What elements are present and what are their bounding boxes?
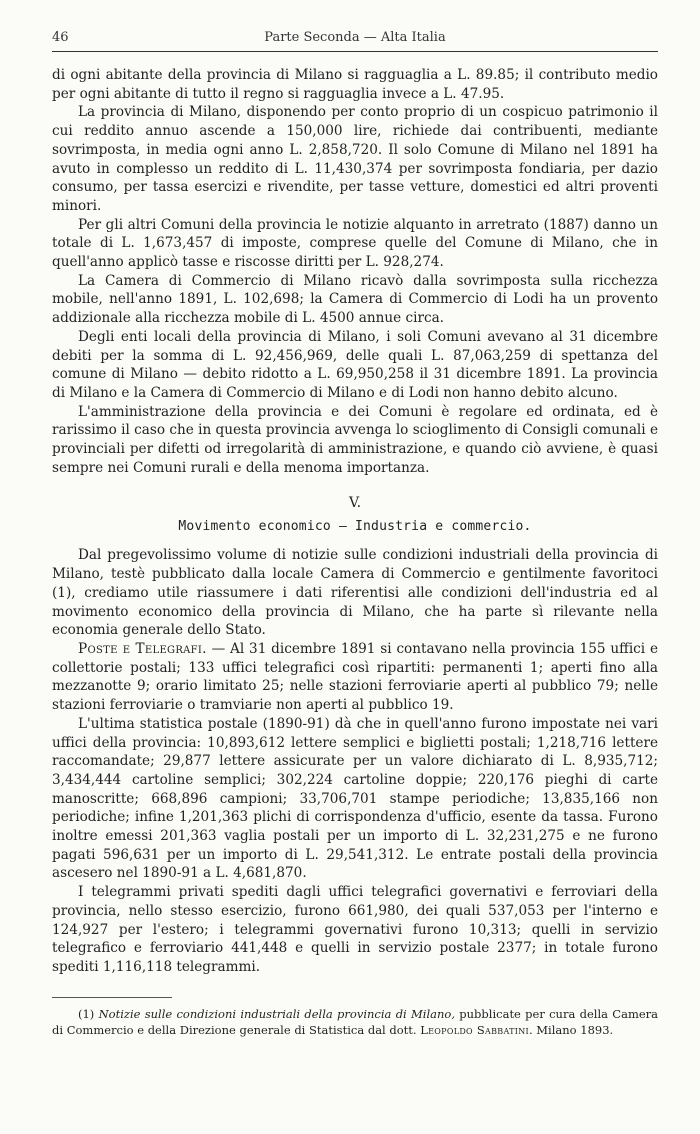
paragraph: L'amministrazione della provincia e dei Comuni è regolare ed ordinata, ed è rarissimo il caso che in questa provincia avvenga lo scioglimento di Consigli comunali e provinciali per difetti od irregolarità di amministrazione, e quando ciò avviene, è quasi sempre nei Comuni rurali e della menoma importanza. xyxy=(52,403,658,476)
paragraph-text: — Al 31 dicembre 1891 si contavano nella provincia 155 uffici e collettorie postali; 133 uffici telegrafici così ripartiti: permanenti 1; aperti fino alla mezzanotte 9; orario limitato 25; nelle stazioni ferroviarie aperti al pubblico 79; nelle stazioni ferroviarie o tramviarie non aperti al pubblico 19. xyxy=(52,640,659,714)
body-text-top xyxy=(52,66,658,477)
paragraph: di ogni abitante della provincia di Milano si ragguaglia a L. 89.85; il contributo medio per ogni abitante di tutto il regno si ragguaglia invece a L. 47.95. xyxy=(52,67,658,102)
section-title: Movimento economico — Industria e commercio. xyxy=(178,519,532,535)
page-number: 46 xyxy=(52,30,69,45)
paragraph: I telegrammi privati spediti dagli uffici telegrafici governativi e ferroviari della provincia, nello stesso esercizio, furono 661,980, dei quali 537,053 per l'interno e 124,927 per l'estero; i telegrammi governativi furono 10,313; quelli in servizio telegrafico e ferroviario 441,448 e quelli in servizio postale 2377; in totale furono spediti 1,116,118 telegrammi. xyxy=(52,884,658,975)
paragraph: La provincia di Milano, disponendo per conto proprio di un cospicuo patrimonio il cui reddito annuo ascende a 150,000 lire, richiede dai contribuenti, mediante sovrimposta, in media ogni anno L. 2,858,720. Il solo Comune di Milano nel 1891 ha avuto in complesso un reddito di L. 11,430,374 per sovrimposta fondiaria, per dazio consumo, per tassa esercizi e rivendite, per tasse vetture, domestici ed altri proventi minori. xyxy=(52,104,658,214)
footnote-tail: . Milano 1893. xyxy=(528,1022,614,1037)
run-in-heading: Poste e Telegrafi. xyxy=(78,640,207,657)
running-head-wrap xyxy=(52,30,658,45)
paragraph: L'ultima statistica postale (1890-91) dà che in quell'anno furono impostate nei vari uffici della provincia: 10,893,612 lettere semplici e biglietti postali; 1,218,716 lettere raccomandate; 29,877 lettere assicurate per un valore dichiarato di L. 8,935,712; 3,434,444 cartoline semplici; 302,224 cartoline doppie; 220,176 pieghi di carte manoscritte; 668,896 campioni; 33,706,701 stampe periodiche; 13,835,166 non periodiche; infine 1,201,363 plichi di corrispondenza d'ufficio, esente da tassa. Furono inoltre emessi 201,363 vaglia postali per un importo di L. 32,231,275 e ne furono pagati 596,631 per un importo di L. 29,541,312. Le entrate postali della provincia ascesero nel 1890-91 a L. 4,681,870. xyxy=(52,715,658,882)
paragraph: Degli enti locali della provincia di Milano, i soli Comuni avevano al 31 dicembre debiti per la somma di L. 92,456,969, delle quali L. 87,063,259 di spettanza del comune di Milano — debito ridotto a L. 69,950,258 il 31 dicembre 1891. La provincia di Milano e la Camera di Commercio di Milano e di Lodi non hanno debito alcuno. xyxy=(52,328,658,401)
body-text-section xyxy=(52,546,658,976)
header-rule xyxy=(52,51,658,52)
footnote-text: pubblicate per cura della Camera di Commercio e della Direzione generale di Statistica dal dott. xyxy=(52,1006,659,1037)
footnote-author: Leopoldo Sabbatini xyxy=(420,1022,529,1037)
paragraph: La Camera di Commercio di Milano ricavò dalla sovrimposta sulla ricchezza mobile, nell'anno 1891, L. 102,698; la Camera di Commercio di Lodi ha un provento addizionale alla ricchezza mobile di L. 4500 annue circa. xyxy=(52,272,658,327)
paragraph: Dal pregevolissimo volume di notizie sulle condizioni industriali della provincia di Milano, testè pubblicato dalla locale Camera di Commercio e gentilmente favoritoci (1), crediamo utile riassumere i dati riferentisi alle condizioni dell'industria ed al movimento economico della provincia di Milano, che ha parte sì rilevante nella economia generale dello Stato. xyxy=(52,547,658,639)
section-number: V. xyxy=(348,495,362,512)
footnote-marker: (1) xyxy=(78,1006,95,1021)
footnote xyxy=(52,1006,658,1038)
footnote-rule xyxy=(52,997,172,998)
paragraph: Per gli altri Comuni della provincia le notizie alquanto in arretrato (1887) danno un totale di L. 1,673,457 di imposte, comprese quelle del Comune di Milano, che in quell'anno applicò tasse e riscosse diritti per L. 928,274. xyxy=(52,216,658,271)
footnote-title: Notizie sulle condizioni industriali della provincia di Milano, xyxy=(98,1006,455,1021)
running-head: Parte Seconda — Alta Italia xyxy=(264,30,446,45)
paragraph-poste xyxy=(52,640,658,715)
